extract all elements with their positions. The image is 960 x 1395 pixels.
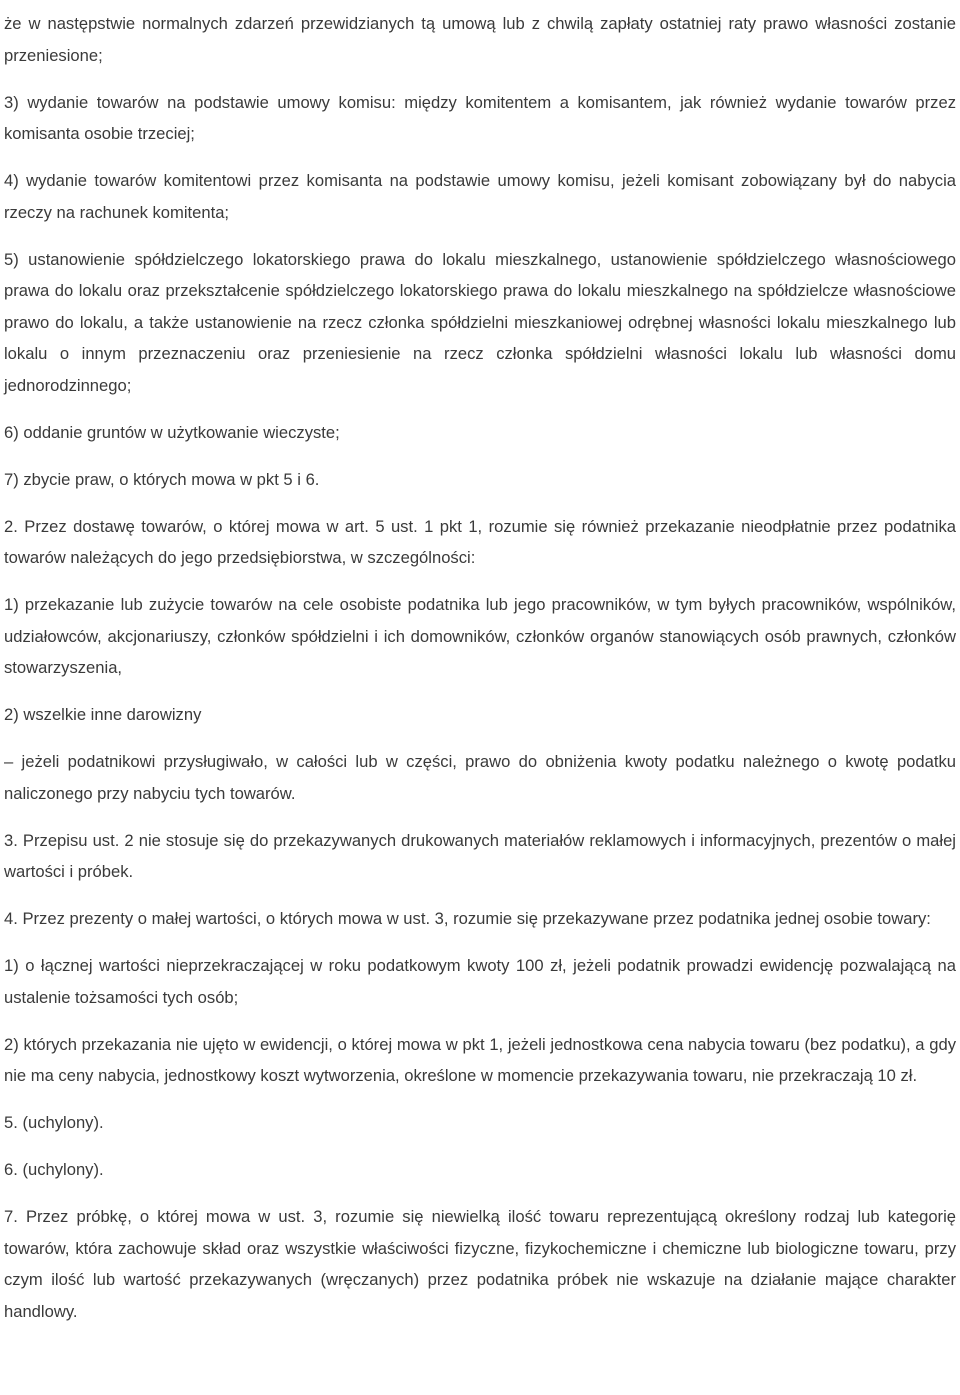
paragraph-section-4: 4. Przez prezenty o małej wartości, o których mowa w ust. 3, rozumie się przekazywane przez podatnika jednej osobie towary: xyxy=(4,909,931,928)
paragraph-section-6: 6. (uchylony). xyxy=(4,1160,104,1179)
paragraph-section-5: 5. (uchylony). xyxy=(4,1113,104,1132)
paragraph-point-4: 4) wydanie towarów komitentowi przez komisanta na podstawie umowy komisu, jeżeli komisant zobowiązany był do nabycia rzeczy na rachunek komitenta; xyxy=(4,171,956,222)
paragraph-section-2-point-2: 2) wszelkie inne darowizny xyxy=(4,705,202,724)
paragraph-section-2-point-1: 1) przekazanie lub zużycie towarów na cele osobiste podatnika lub jego pracowników, w tym byłych pracowników, wspólników, udziałowców, akcjonariuszy, członków spółdzielni i ich domowników, członków organów stanowiących osób prawnych, członków stowarzyszenia, xyxy=(4,595,956,677)
paragraph-section-4-point-1: 1) o łącznej wartości nieprzekraczającej w roku podatkowym kwoty 100 zł, jeżeli podatnik prowadzi ewidencję pozwalającą na ustalenie tożsamości tych osób; xyxy=(4,956,956,1007)
paragraph-ownership-transfer: że w następstwie normalnych zdarzeń przewidzianych tą umową lub z chwilą zapłaty ostatniej raty prawo własności zostanie przeniesione; xyxy=(4,14,956,65)
document-body xyxy=(4,8,956,1327)
paragraph-point-5: 5) ustanowienie spółdzielczego lokatorskiego prawa do lokalu mieszkalnego, ustanowienie spółdzielczego własnościowego prawa do lokalu oraz przekształcenie spółdzielczego lokatorskiego prawa do lokalu mieszkalnego na spółdzielcze własnościowe prawo do lokalu, a także ustanowienie na rzecz członka spółdzielni mieszkaniowej odrębnej własności lokalu mieszkalnego lub lokalu o innym przeznaczeniu oraz przeniesienie na rzecz członka spółdzielni własności lokalu lub własności domu jednorodzinnego; xyxy=(4,249,956,395)
paragraph-point-3: 3) wydanie towarów na podstawie umowy komisu: między komitentem a komisantem, jak również wydanie towarów przez komisanta osobie trzeciej; xyxy=(4,92,956,143)
paragraph-section-7: 7. Przez próbkę, o której mowa w ust. 3, rozumie się niewielką ilość towaru reprezentującą określony rodzaj lub kategorię towarów, która zachowuje skład oraz wszystkie właściwości fizyczne, fizykochemiczne i chemiczne lub biologiczne towaru, przy czym ilość lub wartość przekazywanych (wręczanych) przez podatnika próbek nie wskazuje na działanie mające charakter handlowy. xyxy=(4,1207,956,1321)
paragraph-section-3: 3. Przepisu ust. 2 nie stosuje się do przekazywanych drukowanych materiałów reklamowych i informacyjnych, prezentów o małej wartości i próbek. xyxy=(4,830,956,881)
paragraph-section-2: 2. Przez dostawę towarów, o której mowa w art. 5 ust. 1 pkt 1, rozumie się również przekazanie nieodpłatnie przez podatnika towarów należących do jego przedsiębiorstwa, w szczególności: xyxy=(4,516,956,567)
paragraph-point-6: 6) oddanie gruntów w użytkowanie wieczyste; xyxy=(4,422,340,442)
paragraph-section-4-point-2: 2) których przekazania nie ujęto w ewidencji, o której mowa w pkt 1, jeżeli jednostkowa cena nabycia towaru (bez podatku), a gdy nie ma ceny nabycia, jednostkowy koszt wytworzenia, określone w momencie przekazywania towaru, nie przekraczają 10 zł. xyxy=(4,1034,956,1085)
paragraph-section-2-condition: – jeżeli podatnikowi przysługiwało, w całości lub w części, prawo do obniżenia kwoty podatku należnego o kwotę podatku naliczonego przy nabyciu tych towarów. xyxy=(4,752,956,803)
paragraph-point-7: 7) zbycie praw, o których mowa w pkt 5 i 6. xyxy=(4,469,320,489)
